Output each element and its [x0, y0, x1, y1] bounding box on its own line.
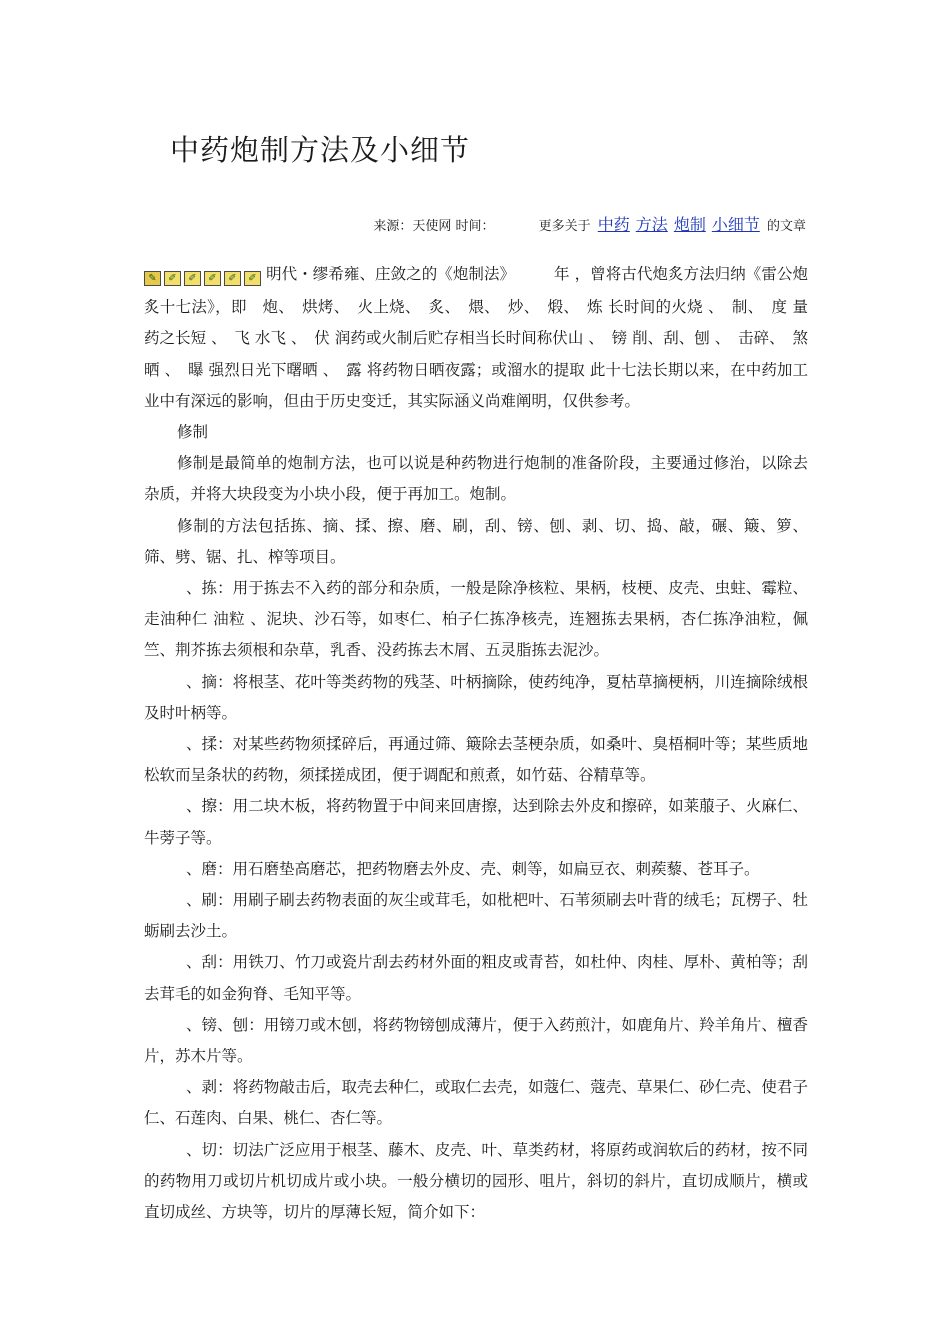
list-item: 、拣：用于拣去不入药的部分和杂质，一般是除净核粒、果柄，枝梗、皮壳、虫蛀、霉粒、走油种仁 油粒 、泥块、沙石等，如枣仁、柏子仁拣净核壳，连翘拣去果柄，杏仁拣净油粒，佩竺、荆芥拣去须根和杂草，乳香、没药拣去木屑、五灵脂拣去泥沙。: [144, 579, 808, 660]
page-title: 中药炮制方法及小细节: [170, 133, 471, 167]
pencil-icon[interactable]: ✎: [144, 271, 161, 286]
intro-text: 明代・缪希雍、庄敛之的《炮制法》 年 ，曾将古代炮炙方法归纳《雷公炮炙十七法》，即 炮、 烘烤、 火上烧、 炙、 煨、 炒、 煅、 炼 长时间的火烧 、 制、 度 量药之长短 、 飞 水飞 、 伏 润药或火制后贮存相当长时间称伏山 、 镑 削、刮、刨 、 击碎、 煞 晒 、 曝 强烈日光下曙晒 、 露 将药物日晒夜露；或溜水的提取 此十七法长期以来，在中药加工业中有深远的影响，但由于历史变迁，其实际涵义尚难阐明，仅供参考。: [144, 265, 808, 410]
source-time-label: 来源：天使网 时间：: [373, 219, 495, 234]
tag-link-zhongyao[interactable]: 中药: [597, 215, 630, 234]
edit-icon[interactable]: ✐: [224, 271, 241, 286]
edit-icon[interactable]: ✐: [164, 271, 181, 286]
list-item: 、切：切法广泛应用于根茎、藤木、皮壳、叶、草类药材，将原药或润软后的药材，按不同的药物用刀或切片机切成片或小块。一般分横切的园形、咀片，斜切的斜片，直切成顺片，横或直切成丝、方块等，切片的厚薄长短，简介如下：: [144, 1140, 808, 1222]
tag-link-xiaoxijie[interactable]: 小细节: [711, 215, 760, 234]
list-item: 、镑、刨：用镑刀或木刨，将药物镑刨成薄片，便于入药煎汁，如鹿角片、羚羊角片、檀香片，苏木片等。: [144, 1015, 808, 1066]
edit-icon[interactable]: ✐: [244, 271, 261, 286]
list-item: 、揉：对某些药物须揉碎后，再通过筛、簸除去茎梗杂质，如桑叶、臭梧桐叶等；某些质地松软而呈条状的药物，须揉搓成团，便于调配和煎煮，如竹菇、谷精草等。: [144, 735, 808, 785]
paragraph: 修制的方法包括拣、摘、揉、擦、磨、刷，刮、镑、刨、剥、切、捣、敲，碾、簸、箩、筛、劈、锯、扎、榨等项目。: [144, 516, 808, 566]
list-item: 、摘：将根茎、花叶等类药物的残茎、叶柄摘除，使药纯净，夏枯草摘梗柄，川连摘除绒根及时叶柄等。: [144, 672, 808, 722]
tag-link-fangfa[interactable]: 方法: [635, 215, 668, 234]
icon-toolbar: [144, 261, 264, 292]
list-item: 、磨：用石磨垫高磨芯，把药物磨去外皮、壳、刺等，如扁豆衣、刺蒺藜、苍耳子。: [186, 859, 760, 878]
tag-link-paozhi[interactable]: 炮制: [673, 215, 706, 234]
list-item: 、擦：用二块木板，将药物置于中间来回唐擦，达到除去外皮和擦碎，如莱菔子、火麻仁、牛蒡子等。: [144, 797, 808, 847]
article-meta: [0, 212, 806, 235]
list-item: 、刮：用铁刀、竹刀或瓷片刮去药材外面的粗皮或青苔，如杜仲、肉桂、厚朴、黄柏等；刮去茸毛的如金狗脊、毛知平等。: [144, 953, 808, 1003]
article-body: [144, 259, 808, 1228]
more-prefix-label: 更多关于: [538, 219, 591, 234]
paragraph: 修制是最简单的炮制方法，也可以说是种药物进行炮制的准备阶段，主要通过修治，以除去杂质，并将大块段变为小块小段，便于再加工。炮制。: [144, 454, 808, 504]
list-item: 、刷：用刷子刷去药物表面的灰尘或茸毛，如枇杷叶、石苇须刷去叶背的绒毛；瓦楞子、牡蛎刷去沙土。: [144, 891, 808, 941]
intro-paragraph: [144, 259, 808, 417]
edit-icon[interactable]: ✐: [184, 271, 201, 286]
more-suffix-label: 的文章: [766, 219, 806, 234]
list-item: 、剥：将药物敲击后，取壳去种仁，或取仁去壳，如蔻仁、蔻壳、草果仁、砂仁壳、使君子仁、石莲肉、白果、桃仁、杏仁等。: [144, 1078, 808, 1128]
section-heading: 修制: [177, 423, 209, 442]
edit-icon[interactable]: ✐: [204, 271, 221, 286]
